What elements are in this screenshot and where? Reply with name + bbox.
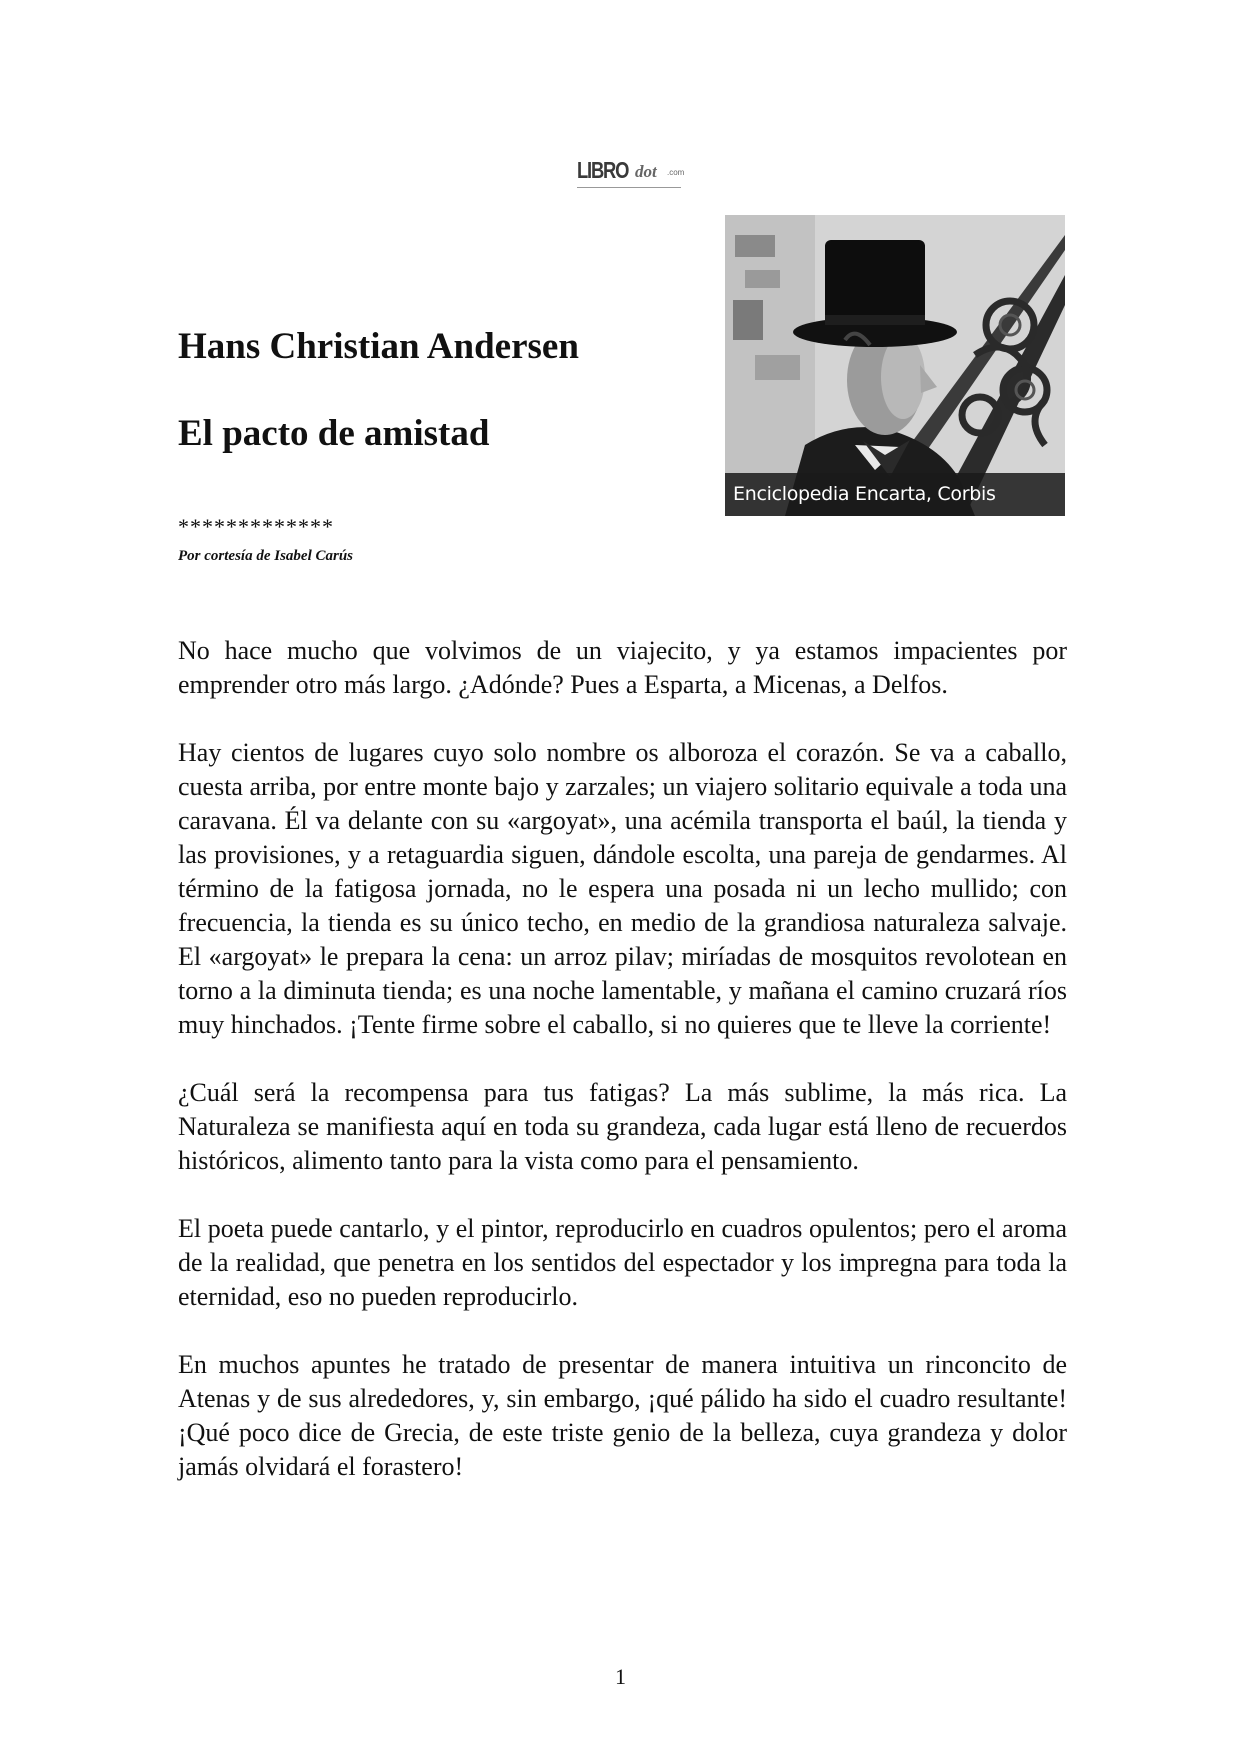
courtesy-note: Por cortesía de Isabel Carús <box>178 548 354 564</box>
paragraph: No hace mucho que volvimos de un viajecito, y ya estamos impacientes por emprender otro más largo. ¿Adónde? Pues a Esparta, a Micenas, a Delfos. <box>178 636 1067 699</box>
paragraph: El poeta puede cantarlo, y el pintor, reproducirlo en cuadros opulentos; pero el aroma de la realidad, que penetra en los sentidos del espectador y los impregna para toda la eternidad, eso no pueden reproducirlo. <box>178 1214 1067 1311</box>
story-body <box>178 634 1067 1518</box>
page-number: 1 <box>615 1664 626 1689</box>
paragraph: ¿Cuál será la recompensa para tus fatigas? La más sublime, la más rica. La Naturaleza se manifiesta aquí en toda su grandeza, cada lugar está lleno de recuerdos históricos, alimento tanto para la vista como para el pensamiento. <box>178 1078 1067 1175</box>
logo-dot-text: dot <box>635 162 657 181</box>
logo-com-text: .com <box>667 168 685 177</box>
paragraph: Hay cientos de lugares cuyo solo nombre os alboroza el corazón. Se va a caballo, cuesta arriba, por entre monte bajo y zarzales; un viajero solitario equivale a toda una caravana. Él va delante con su «argoyat», una acémila transporta el baúl, la tienda y las provisiones, y a retaguardia siguen, dándole escolta, una pareja de gendarmes. Al término de la fatigosa jornada, no le espera una posada ni un lecho mullido; con frecuencia, la tienda es su único techo, en medio de la grandiosa naturaleza salvaje. El «argoyat» le prepara la cena: un arroz pilav; miríadas de mosquitos revolotean en torno a la diminuta tienda; es una noche lamentable, y mañana el camino cruzará ríos muy hinchados. ¡Tente firme sobre el caballo, si no quieres que te lleve la corriente! <box>178 738 1067 1039</box>
logo-underline <box>577 187 681 188</box>
logo-libro-text: LIBRO <box>577 157 629 183</box>
separator-stars: ************* <box>178 514 334 539</box>
paragraph: En muchos apuntes he tratado de presentar de manera intuitiva un rinconcito de Atenas y de sus alrededores, y, sin embargo, ¡qué pálido ha sido el cuadro resultante! ¡Qué poco dice de Grecia, de este triste genio de la belleza, cuya grandeza y dolor jamás olvidará el forastero! <box>178 1350 1067 1481</box>
author-portrait <box>725 215 1065 516</box>
librodot-logo <box>577 158 683 190</box>
story-title: El pacto de amistad <box>178 413 490 454</box>
portrait-illustration <box>725 215 1065 516</box>
author-name: Hans Christian Andersen <box>178 326 579 367</box>
image-caption: Enciclopedia Encarta, Corbis <box>733 483 996 505</box>
